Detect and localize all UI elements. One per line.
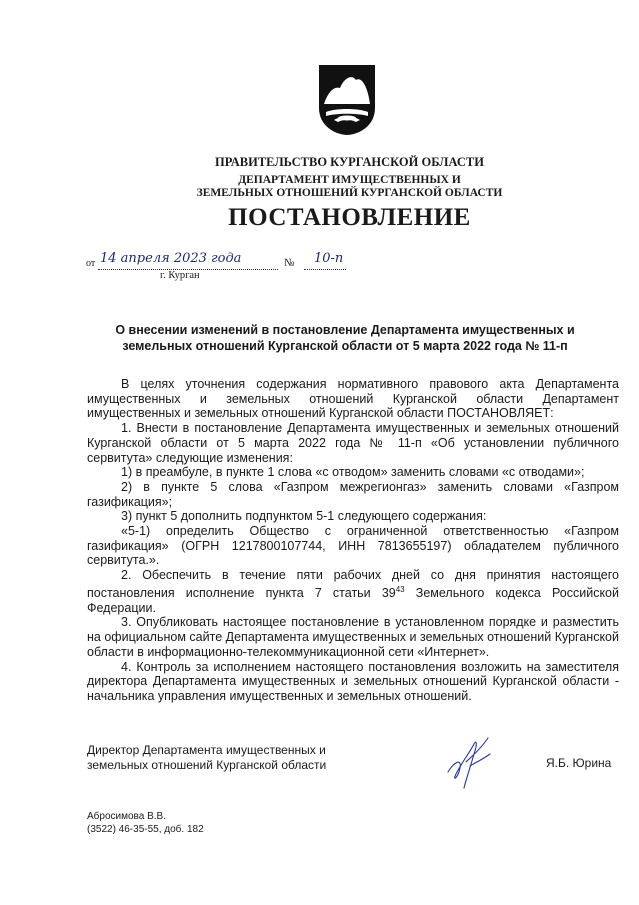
clause-2 [87,568,619,615]
signatory-title-line2: земельных отношений Курганской области [87,758,327,772]
department-title-line2: ЗЕМЕЛЬНЫХ ОТНОШЕНИЙ КУРГАНСКОЙ ОБЛАСТИ [196,187,503,199]
number-label: № [284,257,295,269]
executor-info [87,810,204,836]
signatory-title-line1: Директор Департамента имущественных и [87,743,326,757]
clause-4: 4. Контроль за исполнением настоящего постановления возложить на заместителя директора Департамента имущественных и земельных отношений Курганской области - начальника управления имущественных и земельных отношений. [87,659,619,703]
clause-2-text-b: Земельного кодекса Российской Федерации. [87,586,619,615]
signatory-title [87,743,367,773]
clause-1-sub-1: 1) в преамбуле, в пункте 1 слова «с отводом» заменить словами «с отводами»; [121,465,585,480]
handwritten-date: 14 апреля 2023 года [100,251,242,266]
document-subject [100,322,590,354]
subject-line-2: земельных отношений Курганской области от 5 марта 2022 года № 11-п [122,339,568,353]
government-title: ПРАВИТЕЛЬСТВО КУРГАНСКОЙ ОБЛАСТИ [215,155,484,169]
clause-3: 3. Опубликовать настоящее постановление в установленном порядке и разместить на официальном сайте Департамента имущественных и земельных отношений Курганской области в информационно-телекоммуникационной сети «Интернет». [87,615,619,659]
department-title-line1: ДЕПАРТАМЕНТ ИМУЩЕСТВЕННЫХ И [238,174,461,186]
number-underline [304,269,346,270]
document-type-title: ПОСТАНОВЛЕНИЕ [228,204,471,231]
signatory-name: Я.Б. Юрина [546,756,612,770]
handwritten-number: 10-п [314,251,344,266]
subject-line-1: О внесении изменений в постановление Департамента имущественных и [115,323,575,337]
executor-phone: (3522) 46-35-55, доб. 182 [87,824,204,835]
city-label: г. Курган [160,270,200,281]
clause-2-superscript: 43 [395,584,405,594]
clause-1: 1. Внести в постановление Департамента имущественных и земельных отношений Курганской области от 5 марта 2022 года № 11-п «Об установлении публичного сервитута» следующие изменения: [87,421,619,465]
document-body [87,377,619,704]
handwritten-signature-icon [440,732,500,792]
preamble-paragraph: В целях уточнения содержания нормативного правового акта Департамента имущественных и земельных отношений Курганской области Департамент имущественных и земельных отношений Курганской области ПОСТАНОВЛЯЕТ: [87,377,619,421]
clause-1-sub-2: 2) в пункте 5 слова «Газпром межрегионгаз» заменить словами «Газпром газификация»; [87,479,619,509]
clause-1-sub-3: 3) пункт 5 дополнить подпунктом 5-1 следующего содержания: [121,509,487,524]
clause-2-text-a: 2. Обеспечить в течение пяти рабочих дней со дня принятия настоящего постановления исполнение пункта 7 статьи 39 [87,568,619,600]
executor-name: Абросимова В.В. [87,811,166,822]
date-number-row [86,250,366,272]
clause-5-1-text: «5-1) определить Общество с ограниченной ответственностью «Газпром газификация» (ОГРН 1217800107744, ИНН 7813655197) обладателем публичного сервитута.». [87,524,619,568]
date-prefix: от [86,258,96,269]
coat-of-arms-icon [318,64,376,136]
